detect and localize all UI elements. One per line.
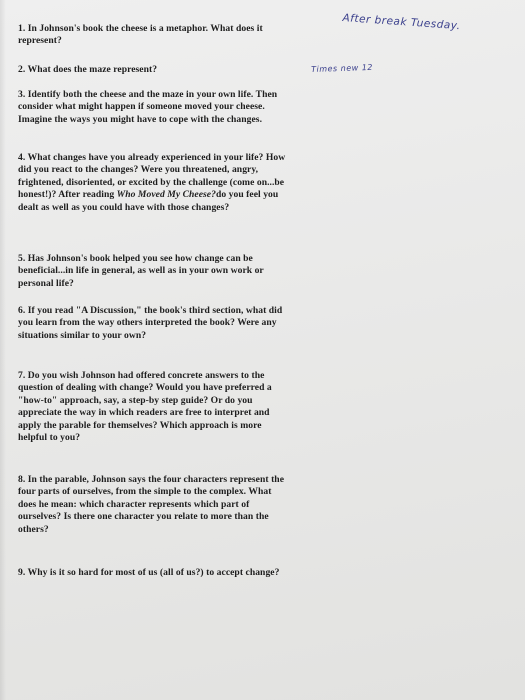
question-1: 1. In Johnson's book the cheese is a metaphor. What does it represent? xyxy=(18,23,263,47)
question-4-book-title: Who Moved My Cheese? xyxy=(116,189,216,201)
handwritten-note-after-break: After break Tuesday. xyxy=(342,12,461,33)
page-edge-shadow xyxy=(0,0,6,700)
question-9: 9. Why is it so hard for most of us (all of us?) to accept change? xyxy=(18,567,280,578)
question-3: 3. Identify both the cheese and the maze in your own life. Then consider what might happen if someone moved your cheese. Imagine the ways you might have to cope with the changes. xyxy=(18,89,278,125)
question-8: 8. In the parable, Johnson says the four characters represent the four parts of ourselves, from the simple to the complex. What does he mean: which character represents which part of ourselves? Is there one character you relate to more than the others? xyxy=(18,474,285,535)
question-7: 7. Do you wish Johnson had offered concrete answers to the question of dealing with change? Would you have preferred a "how-to" approach, say, a step-by step guide? Or do you appreciate the way in which readers are free to interpret and apply the parable for themselves? Which approach is more helpful to you? xyxy=(18,370,272,444)
question-4-text-before: 4. What changes have you already experienced in your life? How did you react to the changes? Were you threatened, angry, frightened, disoriented, or excited by the challenge (come on...be honest!)? After reading xyxy=(18,152,286,201)
question-6: 6. If you read "A Discussion," the book's third section, what did you learn from the way others interpreted the book? Were any situations similar to your own? xyxy=(18,305,283,341)
handwritten-note-font: Times new 12 xyxy=(311,62,374,74)
question-5: 5. Has Johnson's book helped you see how change can be beneficial...in life in general, as well as in your own work or personal life? xyxy=(18,253,264,289)
question-4-text-after: do you feel you dealt as well as you could have with those changes? xyxy=(18,189,279,213)
question-2: 2. What does the maze represent? xyxy=(18,64,158,75)
question-4 xyxy=(18,152,290,214)
